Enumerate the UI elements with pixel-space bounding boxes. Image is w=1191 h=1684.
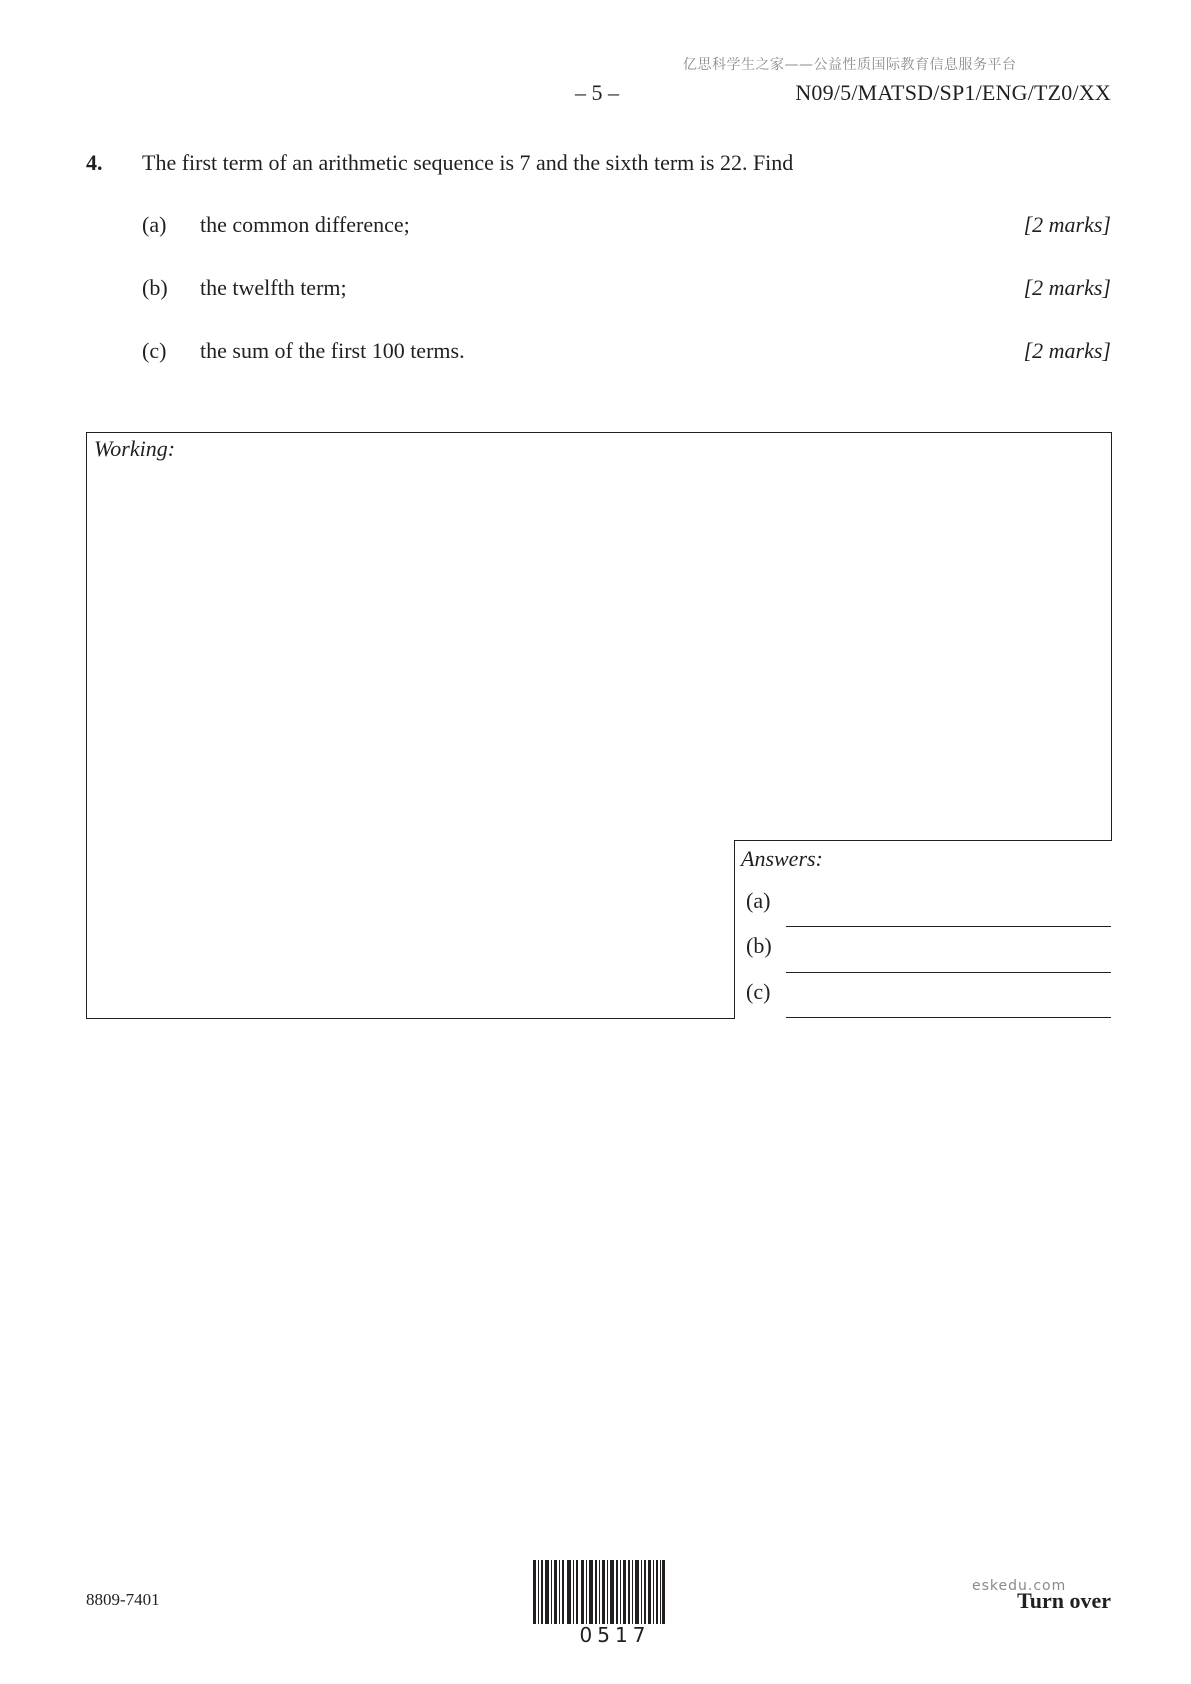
part-c-text: the sum of the first 100 terms. (200, 338, 465, 363)
part-b-text: the twelfth term; (200, 275, 347, 300)
answers-top-border (734, 840, 1112, 841)
answers-left-border (734, 840, 735, 1019)
answers-label: Answers: (741, 846, 823, 871)
question-text: The first term of an arithmetic sequence is 7 and the sixth term is 22. Find (142, 150, 794, 175)
turn-over-label: Turn over (1017, 1588, 1111, 1613)
footer-code: 8809-7401 (86, 1590, 160, 1609)
part-c-label: (c) (142, 338, 167, 363)
part-b-label: (b) (142, 275, 168, 300)
part-a-label: (a) (142, 212, 167, 237)
page-number: – 5 – (575, 80, 619, 105)
question-number: 4. (86, 150, 103, 175)
answer-c-line[interactable] (786, 1017, 1111, 1018)
answer-b-label: (b) (746, 933, 772, 958)
answer-b-line[interactable] (786, 972, 1111, 973)
paper-code: N09/5/MATSD/SP1/ENG/TZ0/XX (795, 80, 1111, 105)
barcode (533, 1560, 665, 1624)
barcode-number: 0517 (579, 1623, 651, 1647)
watermark-header: 亿思科学生之家——公益性质国际教育信息服务平台 (683, 57, 1017, 73)
answer-a-line[interactable] (786, 926, 1111, 927)
part-c-marks: [2 marks] (1023, 338, 1111, 363)
box-right-border (1111, 432, 1112, 841)
box-bottom-border (86, 1018, 735, 1019)
part-a-text: the common difference; (200, 212, 410, 237)
box-left-border (86, 432, 87, 1019)
box-top-border (86, 432, 1112, 433)
answer-a-label: (a) (746, 888, 771, 913)
part-b-marks: [2 marks] (1023, 275, 1111, 300)
part-a-marks: [2 marks] (1023, 212, 1111, 237)
working-label: Working: (94, 436, 176, 461)
answer-c-label: (c) (746, 979, 771, 1004)
watermark-footer: eskedu.com (972, 1578, 1067, 1594)
